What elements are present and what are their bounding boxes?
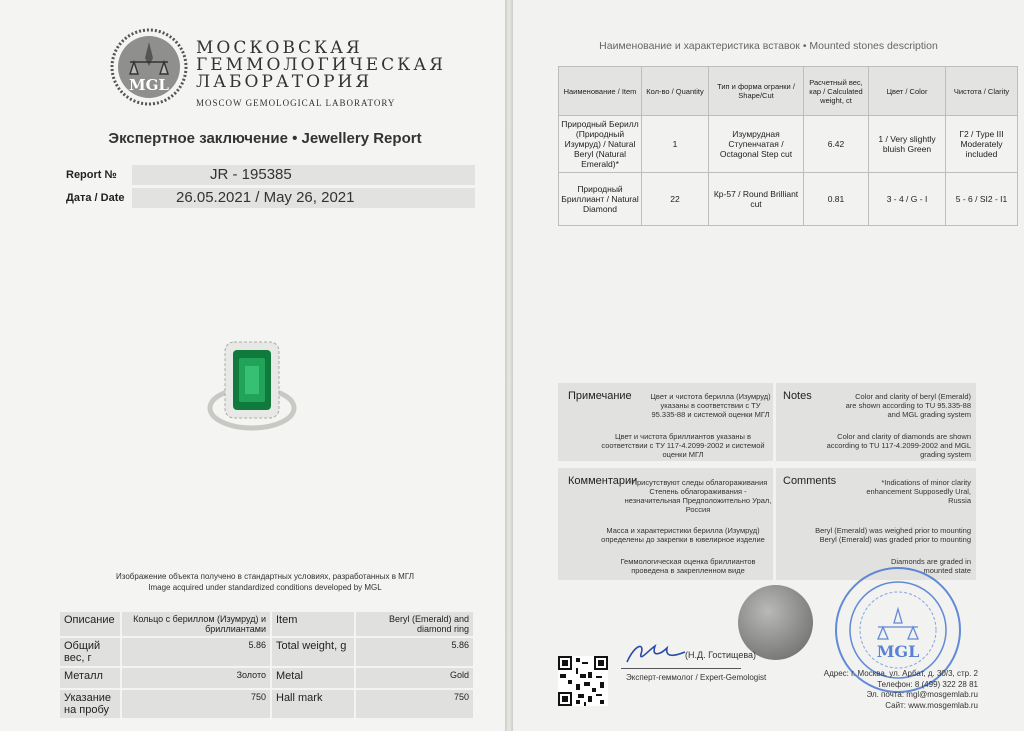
date-field (132, 188, 475, 208)
mgl-logo (110, 28, 188, 106)
comments-text-ru: *Присутствуют следы облагораживания Степень облагораживания - незначительная Предположительно Урал, Россия (624, 478, 772, 514)
lab-name-en: MOSCOW GEMOLOGICAL LABORATORY (196, 98, 396, 108)
table-cell: Изумрудная Ступенчатая / Octagonal Step cut (709, 116, 804, 173)
value-en: Beryl (Emerald) and diamond ring (355, 611, 474, 637)
notes-text-ru: Цвет и чистота берилла (Изумруд) указаны в соответствии с ТУ 95.335-88 и системой оценки МГЛ (650, 392, 771, 419)
signer-role: Эксперт-геммолог / Expert-Gemologist (626, 673, 767, 682)
column-header: Цвет / Color (869, 67, 946, 116)
table-header-row (559, 67, 1018, 116)
label-ru: Металл (59, 667, 121, 689)
comments-text-en: *Indications of minor clarity enhancement Supposedly Ural, Russia (866, 478, 971, 505)
stones-title: Наименование и характеристика вставок • Mounted stones description (599, 40, 938, 52)
value-ru: Кольцо с бериллом (Изумруд) и бриллиантами (121, 611, 271, 637)
address-line: Адрес: г. Москва, ул. Арбат, д. 30/3, стр. 2 (823, 669, 978, 678)
label-en: Metal (271, 667, 355, 689)
report-number-value: JR - 195385 (210, 166, 292, 183)
table-row (559, 116, 1018, 173)
table-row (59, 637, 474, 667)
table-cell: 6.42 (804, 116, 869, 173)
column-header: Расчетный вес, кар / Calculated weight, ct (804, 67, 869, 116)
column-header: Кол-во / Quantity (642, 67, 709, 116)
address-line: Телефон: 8 (499) 322 28 81 (877, 679, 978, 689)
image-caption-en: Image acquired under standardized conditions developed by MGL (148, 583, 382, 592)
ring-photo (205, 338, 300, 438)
item-details-table (58, 610, 475, 720)
report-title: Экспертное заключение • Jewellery Report (108, 130, 422, 147)
value-ru: 5.86 (121, 637, 271, 667)
label-en: Total weight, g (271, 637, 355, 667)
value-en: Gold (355, 667, 474, 689)
report-number-label: Report № (66, 169, 117, 181)
address-line: Сайт: www.mosgemlab.ru (885, 700, 978, 710)
label-ru: Общий вес, г (59, 637, 121, 667)
table-cell: 22 (642, 173, 709, 226)
table-cell: Природный Бриллиант / Natural Diamond (559, 173, 642, 226)
lab-name-ru (196, 40, 446, 91)
image-caption-ru: Изображение объекта получено в стандартных условиях, разработанных в МГЛ (116, 572, 414, 581)
report-number-field (132, 165, 475, 185)
table-cell: Г2 / Type III Moderately included (946, 116, 1018, 173)
lab-name-line: ЛАБОРАТОРИЯ (196, 72, 373, 92)
table-row (559, 173, 1018, 226)
table-row (59, 667, 474, 689)
embossed-seal (738, 585, 813, 660)
signature (621, 640, 691, 670)
table-row (59, 689, 474, 719)
notes-text-en: Color and clarity of diamonds are shown according to TU 117-4.2099-2002 and MGL grading system (826, 432, 971, 459)
date-value: 26.05.2021 / May 26, 2021 (176, 189, 355, 206)
value-en: 750 (355, 689, 474, 719)
column-header: Чистота / Clarity (946, 67, 1018, 116)
comments-label-en: Comments (783, 475, 837, 487)
signature-line (621, 668, 741, 669)
lab-name-line: МОСКОВСКАЯ (196, 38, 363, 58)
column-header: Тип и форма огранки / Shape/Cut (709, 67, 804, 116)
comments-text-en: Diamonds are graded in mounted state (890, 557, 971, 575)
notes-label-en: Notes (783, 390, 812, 402)
comments-label-ru: Комментарии (568, 475, 638, 487)
lab-address (798, 669, 978, 711)
table-cell: 0.81 (804, 173, 869, 226)
table-row (59, 611, 474, 637)
value-ru: 750 (121, 689, 271, 719)
table-cell: Кр-57 / Round Brilliant cut (709, 173, 804, 226)
notes-text-ru: Цвет и чистота бриллиантов указаны в соответствии с ТУ 117-4.2099-2002 и системой оценки МГЛ (601, 432, 765, 459)
comments-text-ru: Масса и характеристики берилла (Изумруд) определены до закрепки в ювелирное изделие (601, 526, 765, 544)
date-label: Дата / Date (66, 192, 125, 204)
table-cell: 1 (642, 116, 709, 173)
report-right-page (513, 0, 1024, 731)
label-en: Hall mark (271, 689, 355, 719)
label-ru: Описание (59, 611, 121, 637)
lab-name-line: ГЕММОЛОГИЧЕСКАЯ (196, 55, 446, 75)
page-gutter (505, 0, 513, 731)
comments-text-ru: Геммологическая оценка бриллиантов проведена в закрепленном виде (620, 557, 756, 575)
value-ru: Золото (121, 667, 271, 689)
address-line: Эл. почта: mgl@mosgemlab.ru (866, 690, 978, 699)
stones-table (558, 66, 1018, 226)
comments-text-en: Beryl (Emerald) was weighed prior to mounting Beryl (Emerald) was graded prior to mounting (815, 526, 971, 544)
column-header: Наименование / Item (559, 67, 642, 116)
notes-text-en: Color and clarity of beryl (Emerald) are shown according to TU 95.335-88 and MGL grading system (845, 392, 971, 419)
notes-label-ru: Примечание (568, 390, 632, 402)
table-cell: Природный Берилл (Природный Изумруд) / Natural Beryl (Natural Emerald)* (559, 116, 642, 173)
logo-text: MGL (129, 76, 169, 94)
table-cell: 1 / Very slightly bluish Green (869, 116, 946, 173)
label-ru: Указание на пробу (59, 689, 121, 719)
signer-name: (Н.Д. Гостищева) (685, 650, 757, 660)
qr-code (558, 656, 608, 706)
table-cell: 3 - 4 / G - I (869, 173, 946, 226)
value-en: 5.86 (355, 637, 474, 667)
report-left-page (0, 0, 505, 731)
table-cell: 5 - 6 / SI2 - I1 (946, 173, 1018, 226)
stamp-text: MGL (876, 642, 920, 661)
label-en: Item (271, 611, 355, 637)
